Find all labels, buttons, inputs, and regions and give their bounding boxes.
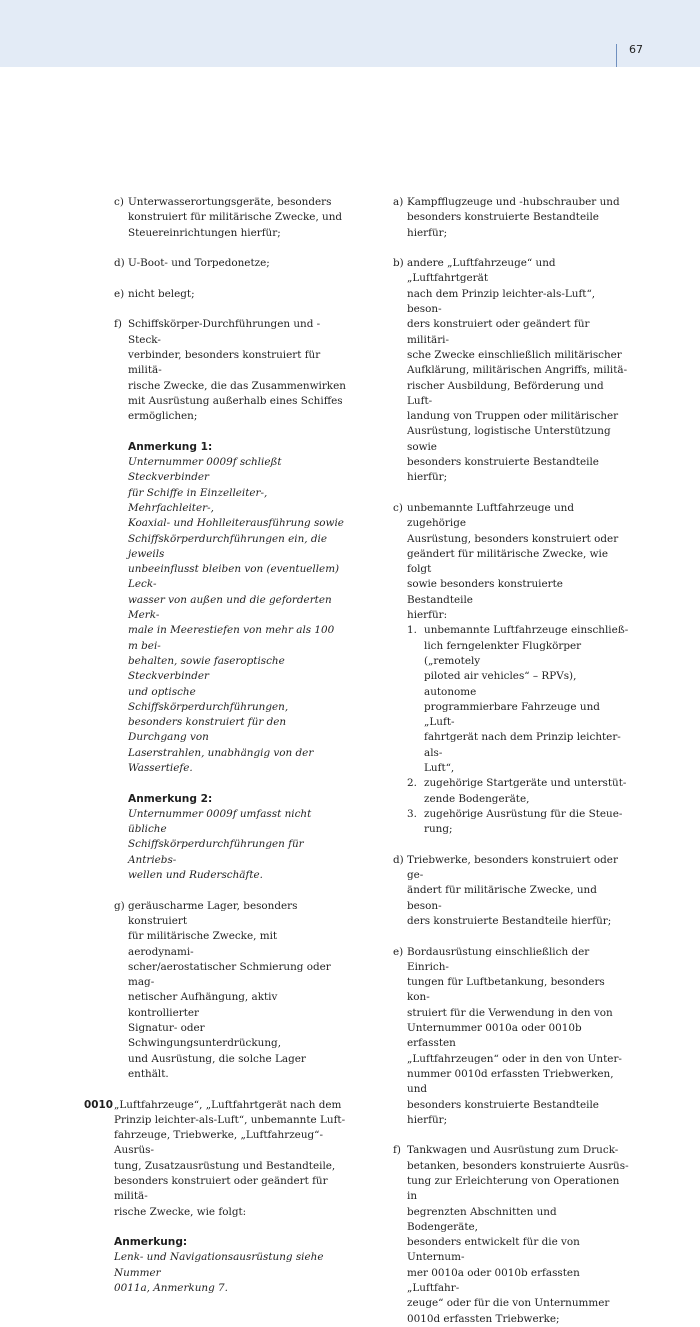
text-line: scher/aerostatischer Schmierung oder mag- — [128, 960, 331, 989]
note-title: Anmerkung 2: — [128, 792, 213, 805]
text-line: besonders konstruiert für den Durchgang von — [128, 716, 287, 744]
item-0010f — [393, 1143, 629, 1327]
text-line: „Luftfahrzeuge“, „Luftfahrtgerät nach dem — [114, 1098, 342, 1111]
subitem-1 — [407, 623, 629, 776]
note-text — [128, 807, 346, 883]
text-line: lich ferngelenkter Flugkörper („remotely — [424, 639, 582, 667]
page-number: 67 — [629, 43, 643, 56]
text-line: fahrzeuge, Triebwerke, „Luftfahrzeug“-Ausrüs- — [114, 1129, 323, 1157]
text-line: sche Zwecke einschließlich militärischer — [407, 348, 622, 361]
text-line: tung, Zusatzausrüstung und Bestandteile, — [114, 1159, 336, 1172]
text-line: Lenk- und Navigationsausrüstung siehe Nummer — [114, 1251, 324, 1279]
text-line: Luft“, — [424, 761, 455, 774]
text-line: Kampfflugzeuge und -hubschrauber und — [407, 196, 620, 208]
text-line: besonders konstruierte Bestandteile hierfür; — [407, 456, 599, 484]
text-line: Triebwerke, besonders konstruiert oder ge- — [407, 853, 618, 882]
item-label: g) — [114, 899, 125, 912]
text-line: nicht belegt; — [128, 287, 195, 300]
text-line: ermöglichen; — [128, 410, 198, 423]
item-0010c — [393, 501, 629, 838]
text-line: hierfür: — [407, 609, 448, 622]
text-line: mit Ausrüstung außerhalb eines Schiffes — [128, 394, 343, 407]
text-line: rung; — [424, 823, 453, 836]
note-2 — [114, 792, 346, 884]
text-line: geändert für militärische Zwecke, wie folgt — [407, 547, 609, 576]
text-line: Unternummer 0010a oder 0010b erfassten — [407, 1022, 582, 1050]
entry-0010 — [84, 1098, 346, 1297]
text-line: fahrtgerät nach dem Prinzip leichter-als- — [424, 731, 621, 759]
note-title: Anmerkung 1: — [128, 440, 213, 453]
text-line: besonders konstruierte Bestandteile hierfür; — [407, 1098, 599, 1126]
text-line: landung von Truppen oder militärischer — [407, 410, 619, 423]
text-line: Laserstrahlen, unabhängig von der Wassertiefe. — [128, 746, 314, 774]
text-line: nach dem Prinzip leichter-als-Luft“, beson- — [407, 287, 596, 316]
text-line: Schiffskörperdurchführungen ein, die jeweils — [128, 532, 328, 560]
item-label: f) — [393, 1144, 401, 1157]
text-line: zende Bodengeräte, — [424, 792, 530, 805]
page-number-divider — [616, 44, 617, 67]
item-0010a — [393, 195, 629, 241]
text-line: unbeeinflusst bleiben von (eventuellem) Leck- — [128, 563, 340, 591]
text-line: Tankwagen und Ausrüstung zum Druck- — [407, 1144, 619, 1157]
text-line: zugehörige Startgeräte und unterstüt- — [424, 777, 627, 790]
item-label: f) — [114, 318, 122, 331]
text-line: zeuge“ oder für die von Unternummer — [407, 1297, 610, 1310]
subitem-3 — [407, 807, 629, 838]
text-line: besonders entwickelt für die von Unternum- — [407, 1236, 580, 1264]
text-line: Ausrüstung, logistische Unterstützung sowie — [407, 425, 611, 453]
text-line: verbinder, besonders konstruiert für militä- — [128, 348, 321, 377]
item-0009d — [114, 256, 346, 271]
item-label: d) — [114, 257, 125, 270]
text-line: unbemannte Luftfahrzeuge einschließ- — [424, 624, 629, 637]
text-line: Unternummer 0009f schließt Steckverbinder — [128, 456, 282, 484]
item-0010d — [393, 853, 629, 929]
text-line: Schiffskörper-Durchführungen und -Steck- — [128, 318, 321, 346]
item-text — [128, 195, 346, 241]
text-line: U-Boot- und Torpedonetze; — [128, 257, 270, 270]
text-line: 0010d erfassten Triebwerke; — [407, 1312, 560, 1325]
item-label: b) — [393, 257, 404, 270]
header-band — [0, 0, 700, 67]
text-line: Koaxial- und Hohlleiterausführung sowie — [128, 517, 344, 530]
text-line: mer 0010a oder 0010b erfassten „Luftfahr- — [407, 1266, 580, 1295]
text-line: zugehörige Ausrüstung für die Steue- — [424, 807, 623, 820]
text-line: „Luftfahrzeugen“ oder in den von Unter- — [407, 1052, 622, 1065]
item-0009c — [114, 195, 346, 241]
text-line: geräuscharme Lager, besonders konstruiert — [128, 899, 298, 927]
text-line: für militärische Zwecke, mit aerodynami- — [128, 930, 278, 958]
text-line: wellen und Ruderschäfte. — [128, 869, 263, 882]
item-0010b — [393, 256, 629, 485]
text-line: und optische Schiffskörperdurchführungen, — [128, 685, 289, 713]
text-line: Aufklärung, militärischen Angriffs, militä- — [407, 364, 628, 377]
text-line: rischer Ausbildung, Beförderung und Luft- — [407, 379, 604, 407]
left-column — [84, 195, 346, 1296]
text-line: struiert für die Verwendung in den von — [407, 1006, 613, 1019]
text-line: Signatur- oder Schwingungsunterdrückung, — [128, 1022, 281, 1050]
text-line: Unternummer 0009f umfasst nicht übliche — [128, 807, 312, 836]
subitem-label: 3. — [407, 807, 417, 820]
item-label: d) — [393, 853, 404, 866]
text-line: ders konstruierte Bestandteile hierfür; — [407, 914, 612, 927]
subitem-label: 2. — [407, 777, 417, 790]
subitem-label: 1. — [407, 624, 417, 637]
text-line: sowie besonders konstruierte Bestandteile — [407, 578, 563, 606]
item-0009f — [114, 317, 346, 424]
right-column — [393, 195, 629, 1327]
text-line: für Schiffe in Einzelleiter-, Mehrfachleiter-, — [128, 486, 268, 514]
text-line: andere „Luftfahrzeuge“ und „Luftfahrtgerät — [407, 257, 556, 285]
entry-number: 0010 — [84, 1098, 113, 1111]
text-line: programmierbare Fahrzeuge und „Luft- — [424, 700, 600, 729]
text-line: begrenzten Abschnitten und Bodengeräte, — [407, 1205, 557, 1233]
text-line: rische Zwecke, wie folgt: — [114, 1205, 247, 1218]
text-line: ändert für militärische Zwecke, und beson- — [407, 884, 597, 912]
text-line: konstruiert für militärische Zwecke, und — [128, 211, 343, 224]
text-line: besonders konstruierte Bestandteile hierfür; — [407, 211, 599, 239]
text-line: Schiffskörperdurchführungen für Antriebs- — [128, 838, 304, 866]
item-0009e — [114, 287, 346, 302]
text-line: Steuereinrichtungen hierfür; — [128, 226, 281, 239]
text-line: und Ausrüstung, die solche Lager enthält. — [128, 1052, 306, 1080]
text-line: nummer 0010d erfassten Triebwerken, und — [407, 1067, 614, 1096]
note-text — [114, 1250, 346, 1296]
text-line: Bordausrüstung einschließlich der Einrich- — [407, 945, 590, 973]
item-0009g — [114, 899, 346, 1083]
note-1 — [114, 440, 346, 777]
text-line: Unterwasserortungsgeräte, besonders — [128, 196, 332, 208]
item-label: e) — [114, 287, 125, 300]
text-line: rische Zwecke, die das Zusammenwirken — [128, 379, 346, 392]
text-line: behalten, sowie faseroptische Steckverbinder — [128, 654, 285, 683]
text-line: 0011a, Anmerkung 7. — [114, 1282, 228, 1295]
text-line: netischer Aufhängung, aktiv kontrollierter — [128, 991, 278, 1019]
text-line: tung zur Erleichterung von Operationen in — [407, 1175, 620, 1203]
text-line: wasser von außen und die geforderten Merk- — [128, 593, 332, 622]
text-line: Prinzip leichter-als-Luft“, unbemannte Luft- — [114, 1113, 346, 1126]
text-line: piloted air vehicles“ – RPVs), autonome — [424, 670, 577, 698]
item-0010e — [393, 945, 629, 1129]
item-label: a) — [393, 196, 404, 208]
text-line: tungen für Luftbetankung, besonders kon- — [407, 976, 605, 1004]
note-title: Anmerkung: — [114, 1236, 188, 1249]
text-line: unbemannte Luftfahrzeuge und zugehörige — [407, 501, 575, 530]
subitem-2 — [407, 776, 629, 807]
text-line: Ausrüstung, besonders konstruiert oder — [407, 532, 619, 545]
text-line: male in Meerestiefen von mehr als 100 m bei- — [128, 624, 335, 652]
note-text — [128, 455, 346, 776]
text-line: ders konstruiert oder geändert für militäri- — [407, 318, 590, 346]
item-label: e) — [393, 945, 404, 958]
text-line: besonders konstruiert oder geändert für militä- — [114, 1175, 328, 1203]
text-line: betanken, besonders konstruierte Ausrüs- — [407, 1159, 629, 1172]
item-label: c) — [393, 501, 403, 514]
item-label: c) — [114, 196, 124, 208]
